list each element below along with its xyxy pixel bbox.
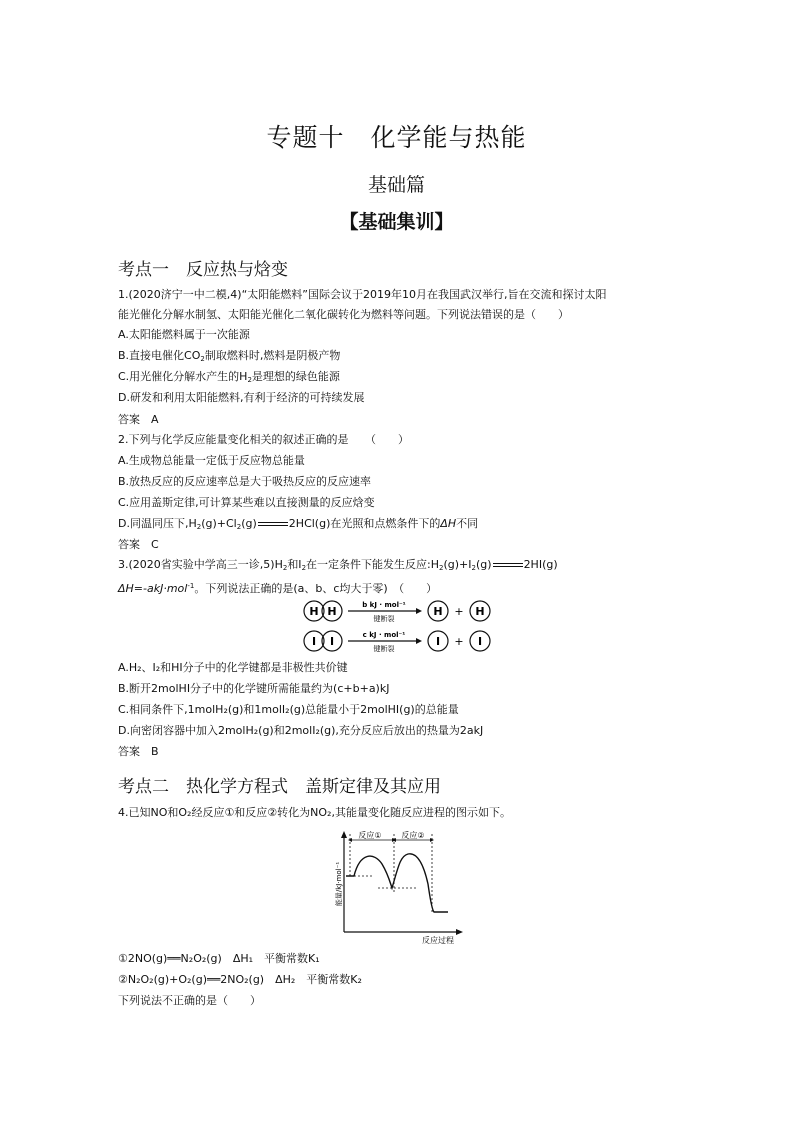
- page-title: 专题十 化学能与热能: [266, 123, 527, 152]
- energy-curve: [346, 854, 448, 912]
- i-bond-energy-label: c kJ · mol⁻¹: [362, 631, 406, 639]
- q2-stem: 2.下列与化学反应能量变化相关的叙述正确的是 （ ）: [118, 433, 409, 446]
- q1-option-c: C.用光催化分解水产生的$H_2$是理想的绿色能源: [118, 370, 340, 384]
- q1-stem-line1: 1.(2020济宁一中二模,4)“太阳能燃料”国际会议于2019年10月在我国武汉举行,旨在交流和探讨太阳: [118, 288, 607, 301]
- kp1-heading: 考点一 反应热与焓变: [118, 260, 288, 280]
- h-bond-energy-label: b kJ · mol⁻¹: [362, 601, 406, 609]
- equilibrium-sign: [258, 522, 288, 526]
- q2-option-a: A.生成物总能量一定低于反应物总能量: [118, 454, 305, 467]
- q4-stem: 4.已知NO和O₂经反应①和反应②转化为NO₂,其能量变化随反应进程的图示如下。: [118, 806, 511, 819]
- q3-option-b: B.断开2molHI分子中的化学键所需能量约为(c+b+a)kJ: [118, 682, 390, 695]
- h-atom-label: H: [309, 605, 319, 618]
- q2-option-d: D.同温同压下$,H_2(g)+Cl_2(g)$ 2HCl(g)在光照和点燃条件下的ΔH不同: [118, 517, 479, 531]
- q1-option-a: A.太阳能燃料属于一次能源: [118, 328, 250, 341]
- kp2-heading: 考点二 热化学方程式 盖斯定律及其应用: [118, 777, 441, 797]
- h-atom-label: H: [475, 605, 485, 618]
- reaction-2-label: 反应②: [401, 831, 425, 840]
- bond-break-label: 键断裂: [373, 645, 395, 653]
- q1-option-d: D.研发和利用太阳能燃料,有利于经济的可持续发展: [118, 391, 365, 404]
- energy-axis-label: 能量/kJ·mol⁻¹: [335, 861, 343, 907]
- reaction-axis-label: 反应过程: [422, 936, 454, 945]
- i-atom-label: I: [311, 635, 317, 648]
- page-subtitle: 基础篇: [367, 174, 425, 196]
- section-banner: 【基础集训】: [339, 211, 454, 233]
- bond-breaking-diagram: [300, 597, 500, 657]
- reaction-1-label: 反应①: [358, 831, 382, 840]
- plus-sign: +: [454, 605, 464, 618]
- q2-answer: 答案 C: [118, 538, 159, 551]
- q1-stem-line2: 能光催化分解水制氢、太阳能光催化二氧化碳转化为燃料等问题。下列说法错误的是（ ）: [118, 308, 569, 321]
- q2-option-c: C.应用盖斯定律,可计算某些难以直接测量的反应焓变: [118, 496, 375, 509]
- i-atom-label: I: [329, 635, 335, 648]
- equilibrium-sign: [493, 563, 523, 567]
- q3-answer: 答案 B: [118, 745, 159, 758]
- q3-option-d: D.向密闭容器中加入2molH₂(g)和2molI₂(g),充分反应后放出的热量为2akJ: [118, 724, 484, 737]
- q4-equation-1: ①2NO(g)══N₂O₂(g) ΔH₁ 平衡常数K₁: [118, 952, 320, 965]
- energy-profile-diagram: [330, 826, 470, 946]
- q4-question-tail: 下列说法不正确的是（ ）: [118, 994, 261, 1007]
- q3-option-a: A.H₂、I₂和HI分子中的化学键都是非极性共价键: [118, 661, 348, 674]
- i-atom-label: I: [477, 635, 483, 648]
- q1-answer: 答案 A: [118, 413, 159, 426]
- q2-option-b: B.放热反应的反应速率总是大于吸热反应的反应速率: [118, 475, 372, 488]
- q3-stem-line2: ΔH=-akJ·mol$^{-1}$。下列说法正确的是(a、b、c均大于零) （ ）: [118, 582, 438, 595]
- plus-sign: +: [454, 635, 464, 648]
- bond-break-label: 键断裂: [373, 615, 395, 623]
- h-atom-label: H: [327, 605, 337, 618]
- q1-option-b: B.直接电催化$CO_2$制取燃料时,燃料是阴极产物: [118, 349, 341, 363]
- h-atom-label: H: [433, 605, 443, 618]
- i-atom-label: I: [435, 635, 441, 648]
- q4-equation-2: ②N₂O₂(g)+O₂(g)══2NO₂(g) ΔH₂ 平衡常数K₂: [118, 973, 362, 986]
- q3-option-c: C.相同条件下,1molH₂(g)和1molI₂(g)总能量小于2molHI(g)的总能量: [118, 703, 459, 716]
- q3-stem-line1: 3.(2020省实验中学高三一诊$,5)H_2$和$I_2$在一定条件下能发生反应$:H_2(g)+I_2(g)$ 2HI(g): [118, 558, 558, 572]
